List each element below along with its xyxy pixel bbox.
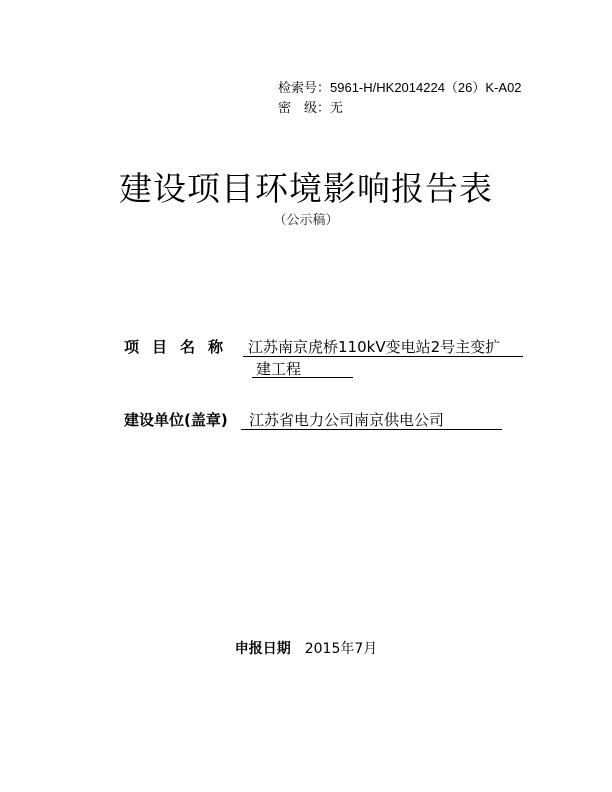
- report-date-label: 申报日期: [234, 641, 291, 657]
- security-level: [278, 100, 343, 117]
- report-date: [0, 640, 612, 658]
- project-name-value-line2: 建工程: [256, 360, 302, 378]
- construction-unit-label: 建设单位(盖章): [124, 411, 228, 429]
- document-subtitle: （公示稿）: [273, 213, 339, 228]
- project-name-label: 项目名称: [124, 338, 237, 356]
- security-level-value: 无: [330, 100, 344, 115]
- index-number-value: 5961-H/HK2014224（26）K-A02: [330, 80, 522, 95]
- project-name-underline-2: [252, 377, 353, 378]
- document-title: 建设项目环境影响报告表: [119, 169, 493, 208]
- report-date-value: 2015年7月: [304, 641, 378, 657]
- construction-unit-value: 江苏省电力公司南京供电公司: [249, 411, 445, 429]
- project-name-value-line1: 江苏南京虎桥110kV变电站2号主变扩: [248, 338, 501, 356]
- construction-unit-underline: [241, 429, 502, 430]
- index-number-label: 检索号：: [278, 81, 331, 96]
- index-number: [278, 80, 522, 97]
- project-name-underline: [243, 356, 523, 357]
- security-level-label: 密 级：: [278, 101, 331, 116]
